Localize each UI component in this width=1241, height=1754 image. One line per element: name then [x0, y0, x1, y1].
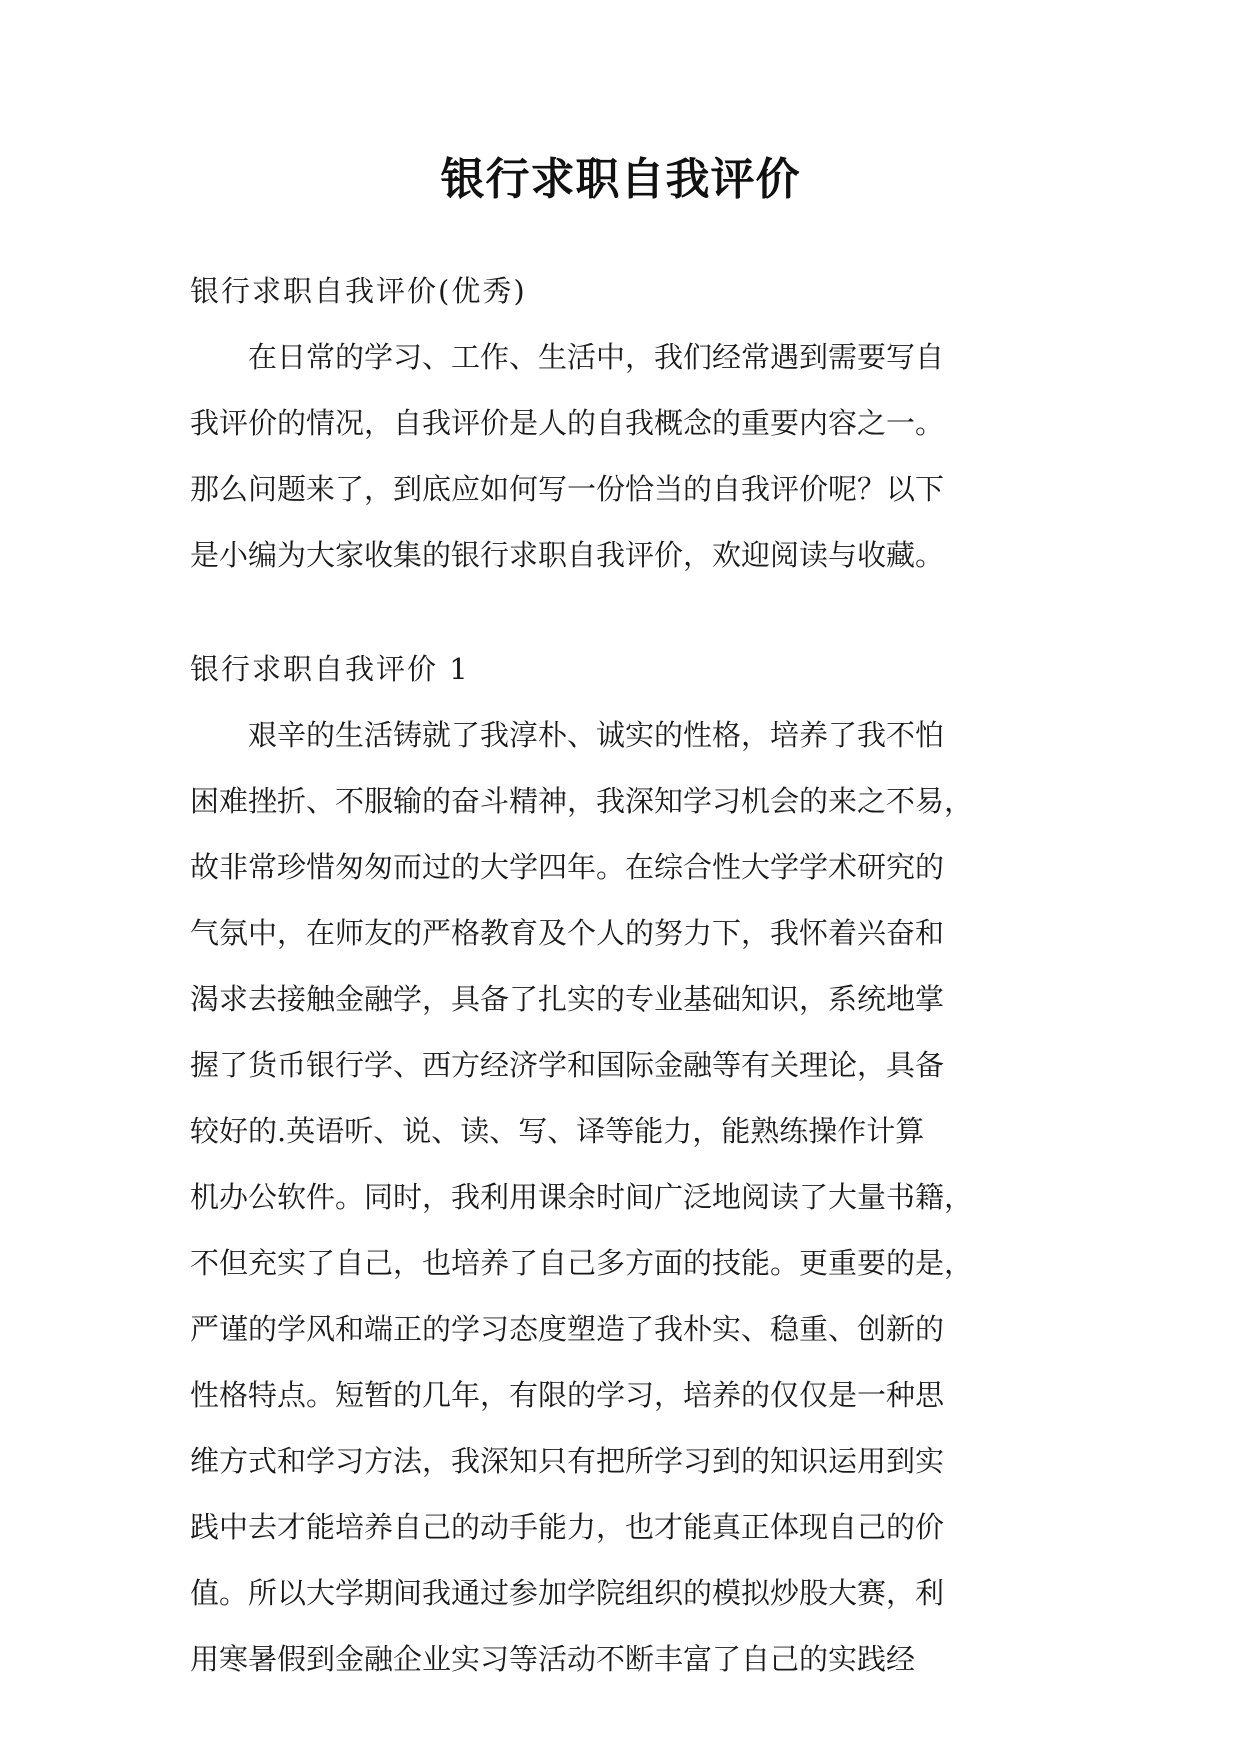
paragraph-line: 是小编为大家收集的银行求职自我评价，欢迎阅读与收藏。 [190, 538, 945, 572]
section-heading: 银行求职自我评价 1 [190, 652, 470, 686]
paragraph-line: 较好的.英语听、说、读、写、译等能力，能熟练操作计算 [190, 1114, 925, 1148]
paragraph-line: 故非常珍惜匆匆而过的大学四年。在综合性大学学术研究的 [190, 850, 945, 884]
section-gap [190, 588, 1052, 636]
paragraph-line: 在日常的学习、工作、生活中，我们经常遇到需要写自 [190, 340, 945, 374]
paragraph-line: 艰辛的生活铸就了我淳朴、诚实的性格，培养了我不怕 [190, 718, 945, 752]
document-body [190, 258, 1052, 1692]
paragraph-line: 气氛中，在师友的严格教育及个人的努力下，我怀着兴奋和 [190, 916, 945, 950]
paragraph-line: 那么问题来了，到底应如何写一份恰当的自我评价呢？以下 [190, 472, 945, 506]
paragraph-line: 渴求去接触金融学，具备了扎实的专业基础知识，系统地掌 [190, 982, 945, 1016]
paragraph-line: 践中去才能培养自己的动手能力，也才能真正体现自己的价 [190, 1510, 945, 1544]
paragraph-line: 不但充实了自己，也培养了自己多方面的技能。更重要的是， [190, 1246, 974, 1280]
paragraph-line: 严谨的学风和端正的学习态度塑造了我朴实、稳重、创新的 [190, 1312, 945, 1346]
paragraph-line: 维方式和学习方法，我深知只有把所学习到的知识运用到实 [190, 1444, 945, 1478]
document-title: 银行求职自我评价 [440, 154, 801, 205]
paragraph-line: 我评价的情况，自我评价是人的自我概念的重要内容之一。 [190, 406, 945, 440]
paragraph-line: 性格特点。短暂的几年，有限的学习，培养的仅仅是一种思 [190, 1378, 945, 1412]
paragraph-line: 机办公软件。同时，我利用课余时间广泛地阅读了大量书籍， [190, 1180, 974, 1214]
paragraph-line: 用寒暑假到金融企业实习等活动不断丰富了自己的实践经 [190, 1642, 916, 1676]
paragraph-line: 值。所以大学期间我通过参加学院组织的模拟炒股大赛，利 [190, 1576, 945, 1610]
section-heading: 银行求职自我评价(优秀) [190, 274, 527, 308]
paragraph-line: 困难挫折、不服输的奋斗精神，我深知学习机会的来之不易， [190, 784, 974, 818]
paragraph-line: 握了货币银行学、西方经济学和国际金融等有关理论，具备 [190, 1048, 945, 1082]
